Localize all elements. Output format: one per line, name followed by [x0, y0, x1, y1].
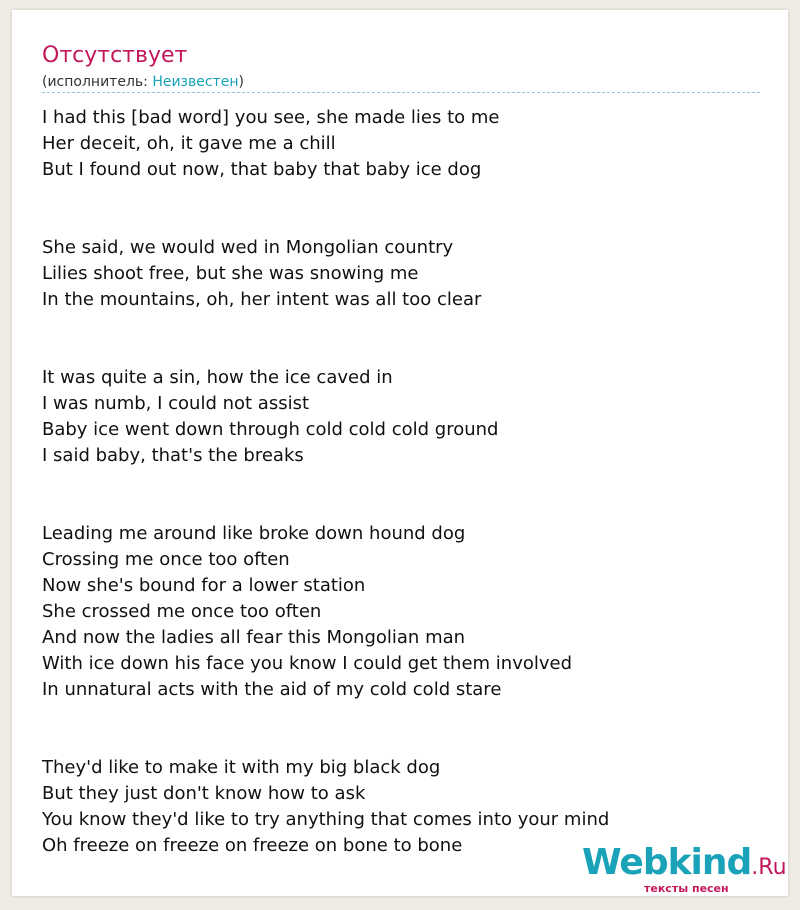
lyric-line: But I found out now, that baby that baby ice dog [42, 159, 482, 180]
lyric-line: I was numb, I could not assist [42, 393, 310, 414]
artist-suffix: ) [238, 74, 244, 90]
lyric-line: In unnatural acts with the aid of my cold cold stare [42, 679, 502, 700]
lyric-line: Lilies shoot free, but she was snowing me [42, 263, 419, 284]
logo-tagline: тексты песен [644, 882, 729, 895]
lyric-line: But they just don't know how to ask [42, 783, 366, 804]
lyric-line: Her deceit, oh, it gave me a chill [42, 133, 336, 154]
lyric-line: Crossing me once too often [42, 549, 290, 570]
logo-tld: .Ru [751, 855, 787, 880]
lyrics-page [12, 10, 788, 896]
lyric-line: She said, we would wed in Mongolian country [42, 237, 454, 258]
lyric-line: With ice down his face you know I could get them involved [42, 653, 573, 674]
lyric-line: Leading me around like broke down hound dog [42, 523, 466, 544]
artist-link[interactable]: Неизвестен [152, 74, 239, 90]
artist-prefix: (исполнитель: [42, 74, 153, 90]
lyrics-body [42, 105, 762, 859]
lyric-line: You know they'd like to try anything that comes into your mind [42, 809, 610, 830]
logo-name: Webkind [582, 842, 752, 883]
stanza-break [42, 183, 762, 235]
lyric-line: Oh freeze on freeze on freeze on bone to bone [42, 835, 463, 856]
site-logo[interactable] [582, 842, 787, 895]
lyric-line: It was quite a sin, how the ice caved in [42, 367, 393, 388]
lyric-line: Baby ice went down through cold cold cold ground [42, 419, 499, 440]
artist-line [42, 73, 244, 91]
lyric-line: Now she's bound for a lower station [42, 575, 366, 596]
stanza-break [42, 469, 762, 521]
lyric-line: I had this [bad word] you see, she made lies to me [42, 107, 500, 128]
lyric-line: She crossed me once too often [42, 601, 322, 622]
stanza-break [42, 313, 762, 365]
lyric-line: They'd like to make it with my big black dog [42, 757, 441, 778]
lyric-line: In the mountains, oh, her intent was all too clear [42, 289, 482, 310]
song-title: Отсутствует [42, 43, 188, 68]
lyric-line: And now the ladies all fear this Mongolian man [42, 627, 466, 648]
lyric-line: I said baby, that's the breaks [42, 445, 304, 466]
title-divider [42, 92, 760, 93]
stanza-break [42, 703, 762, 755]
